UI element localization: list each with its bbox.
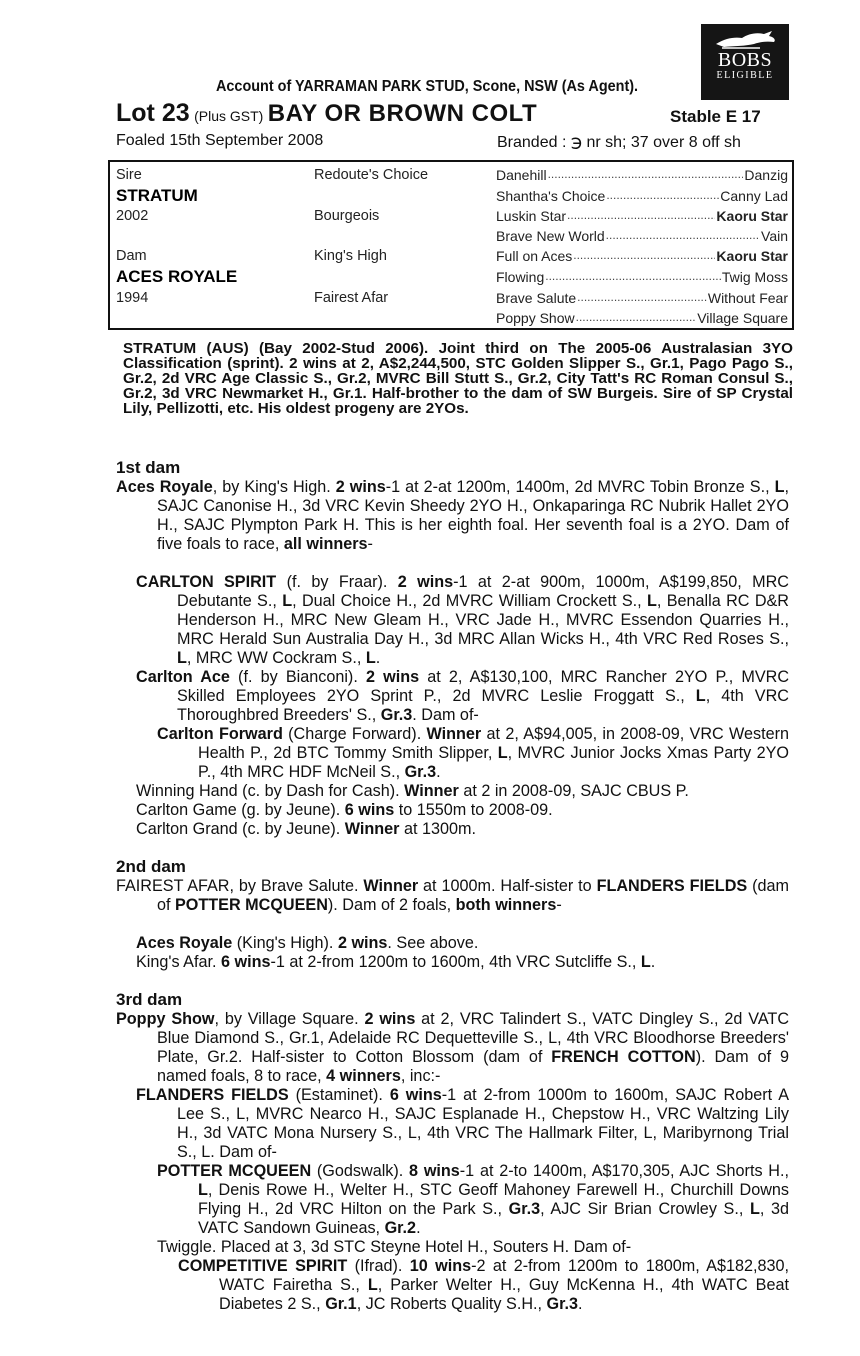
progeny-entry: POTTER MCQUEEN (Godswalk). 8 wins-1 at 2-to 1400m, A$170,305, AJC Shorts H., L, Denis Rowe H., Welter H., STC Geoff Mahoney Farewell H., Churchill Downs Flying H., 2d VRC Hilton on the Park S., Gr.3, AJC Sir Brian Crowley S., L, 3d VATC Sandown Guineas, Gr.2. <box>157 1162 789 1237</box>
foaled-date: Foaled 15th September 2008 <box>116 132 324 149</box>
sire-summary: STRATUM (AUS) (Bay 2002-Stud 2006). Joint third on The 2005-06 Australasian 3YO Classification (sprint). 2 wins at 2, A$2,244,500, STC Golden Slipper S., Gr.1, Pago Pago S., Gr.2, 2d VRC Age Classic S., Gr.2, MVRC Bill Stutt S., Gr.2, City Tatt's RC Roman Consul S., Gr.2, 3d VRC Newmarket H., Gr.1. Half-brother to the dam of SW Burgeis. Sire of SP Crystal Lily, Pellizotti, etc. His oldest progeny are 2YOs. <box>123 340 793 417</box>
progeny-entry: COMPETITIVE SPIRIT (Ifrad). 10 wins-2 at 2-from 1200m to 1800m, A$182,830, WATC Fairetha S., L, Parker Welter H., Guy McKenna H., 4th WATC Beat Diabetes 2 S., Gr.1, JC Roberts Quality S.H., Gr.3. <box>178 1257 789 1313</box>
horse-description: BAY OR BROWN COLT <box>267 100 538 127</box>
sire-name: STRATUM <box>116 186 198 205</box>
grandparent-row: Poppy Show ..... Village Square <box>496 310 788 326</box>
dam-label: Dam <box>116 248 147 264</box>
dam-year: 1994 <box>116 290 149 306</box>
dam-dam: Fairest Afar <box>314 290 389 306</box>
grandparent-row: Flowing ..... Twig Moss <box>496 269 788 285</box>
lot-number: Lot 23 <box>116 99 190 127</box>
progeny-entry: King's Afar. 6 wins-1 at 2-from 1200m to 1600m, 4th VRC Sutcliffe S., L. <box>136 953 656 971</box>
dam-name: ACES ROYALE <box>116 267 238 286</box>
grandparent-row: Shantha's Choice ..... Canny Lad <box>496 188 788 204</box>
logo-subtext: ELIGIBLE <box>716 70 774 81</box>
vendor-account: Account of YARRAMAN PARK STUD, Scone, NSW (As Agent). <box>216 78 639 95</box>
grandparent-row: Brave Salute ..... Without Fear <box>496 290 788 306</box>
dam-sire: King's High <box>314 248 387 264</box>
logo-text: BOBS <box>717 49 773 71</box>
horse-icon <box>712 28 778 50</box>
dam-entry: Poppy Show, by Village Square. 2 wins at 2, VRC Talindert S., VATC Dingley S., 2d VATC Blue Diamond S., Gr.1, Adelaide RC Dequetteville S., L, 4th VRC Bloodhorse Breeders' Plate, Gr.2. Half-sister to Cotton Blossom (dam of FRENCH COTTON). Dam of 9 named foals, 8 to race, 4 winners, inc:- <box>116 1010 790 1085</box>
progeny-entry: Aces Royale (King's High). 2 wins. See above. <box>136 934 479 952</box>
grandparent-row: Luskin Star ..... Kaoru Star <box>496 208 788 224</box>
first-dam-heading: 1st dam <box>116 458 181 477</box>
grandparent-row: Brave New World ..... Vain <box>496 228 788 244</box>
brand-marks: Branded : ℈ nr sh; 37 over 8 off sh <box>497 134 741 151</box>
plus-gst: (Plus GST) <box>194 108 264 124</box>
progeny-entry: Winning Hand (c. by Dash for Cash). Winner at 2 in 2008-09, SAJC CBUS P. <box>136 782 689 800</box>
progeny-entry: Twiggle. Placed at 3, 3d STC Steyne Hotel H., Souters H. Dam of- <box>157 1238 632 1256</box>
second-dam-heading: 2nd dam <box>116 857 186 876</box>
grandparent-row: Full on Aces ..... Kaoru Star <box>496 248 788 264</box>
progeny-entry: Carlton Game (g. by Jeune). 6 wins to 1550m to 2008-09. <box>136 801 553 819</box>
progeny-entry: Carlton Ace (f. by Bianconi). 2 wins at 2, A$130,100, MRC Rancher 2YO P., MVRC Skilled Employees 2YO Sprint P., 2d MVRC Leslie Froggatt S., L, 4th VRC Thoroughbred Breeders' S., Gr.3. Dam of- <box>136 668 790 724</box>
dam-entry: FAIREST AFAR, by Brave Salute. Winner at 1000m. Half-sister to FLANDERS FIELDS (dam of POTTER MCQUEEN). Dam of 2 foals, both winners- <box>116 877 789 914</box>
lot-title <box>116 99 537 128</box>
sire-year: 2002 <box>116 208 149 224</box>
stable-location: Stable E 17 <box>670 107 761 126</box>
pedigree-table <box>108 160 794 330</box>
progeny-entry: Carlton Grand (c. by Jeune). Winner at 1300m. <box>136 820 476 838</box>
bobs-eligible-logo <box>701 24 789 100</box>
progeny-entry: Carlton Forward (Charge Forward). Winner at 2, A$94,005, in 2008-09, VRC Western Health P., 2d BTC Tommy Smith Slipper, L, MVRC Junior Jocks Xmas Party 2YO P., 4th MRC HDF McNeil S., Gr.3. <box>157 725 789 781</box>
sire-sire: Redoute's Choice <box>314 167 429 183</box>
sire-label: Sire <box>116 167 142 183</box>
progeny-entry: CARLTON SPIRIT (f. by Fraar). 2 wins-1 at 2-at 900m, 1000m, A$199,850, MRC Debutante S., L, Dual Choice H., 2d MVRC William Crockett S., L, Benalla RC D&R Henderson H., MRC New Gleam H., VRC Jade H., MVRC Essendon Quarries H., MRC Herald Sun Australia Day H., 3d MRC Allan Wicks H., 4th VRC Red Roses S., L, MRC WW Cockram S., L. <box>136 573 789 667</box>
grandparent-row: Danehill ..... Danzig <box>496 167 788 183</box>
progeny-entry: FLANDERS FIELDS (Estaminet). 6 wins-1 at 2-from 1000m to 1600m, SAJC Robert A Lee S., L, MVRC Nearco H., SAJC Esplanade H., Chepstow H., VRC Waltzing Lily H., 3d VATC Mona Nursery S., L, 4th VRC The Hallmark Filter, L, Maribyrnong Trial S., L. Dam of- <box>136 1086 790 1161</box>
third-dam-heading: 3rd dam <box>116 990 183 1009</box>
sire-dam: Bourgeois <box>314 208 380 224</box>
dam-entry: Aces Royale, by King's High. 2 wins-1 at 2-at 1200m, 1400m, 2d MVRC Tobin Bronze S., L, SAJC Canonise H., 3d VRC Kevin Sheedy 2YO H., Onkaparinga RC Nubrik Hallet 2YO H., SAJC Plympton Park H. This is her eighth foal. Her seventh foal is a 2YO. Dam of five foals to race, all winners- <box>116 478 789 553</box>
